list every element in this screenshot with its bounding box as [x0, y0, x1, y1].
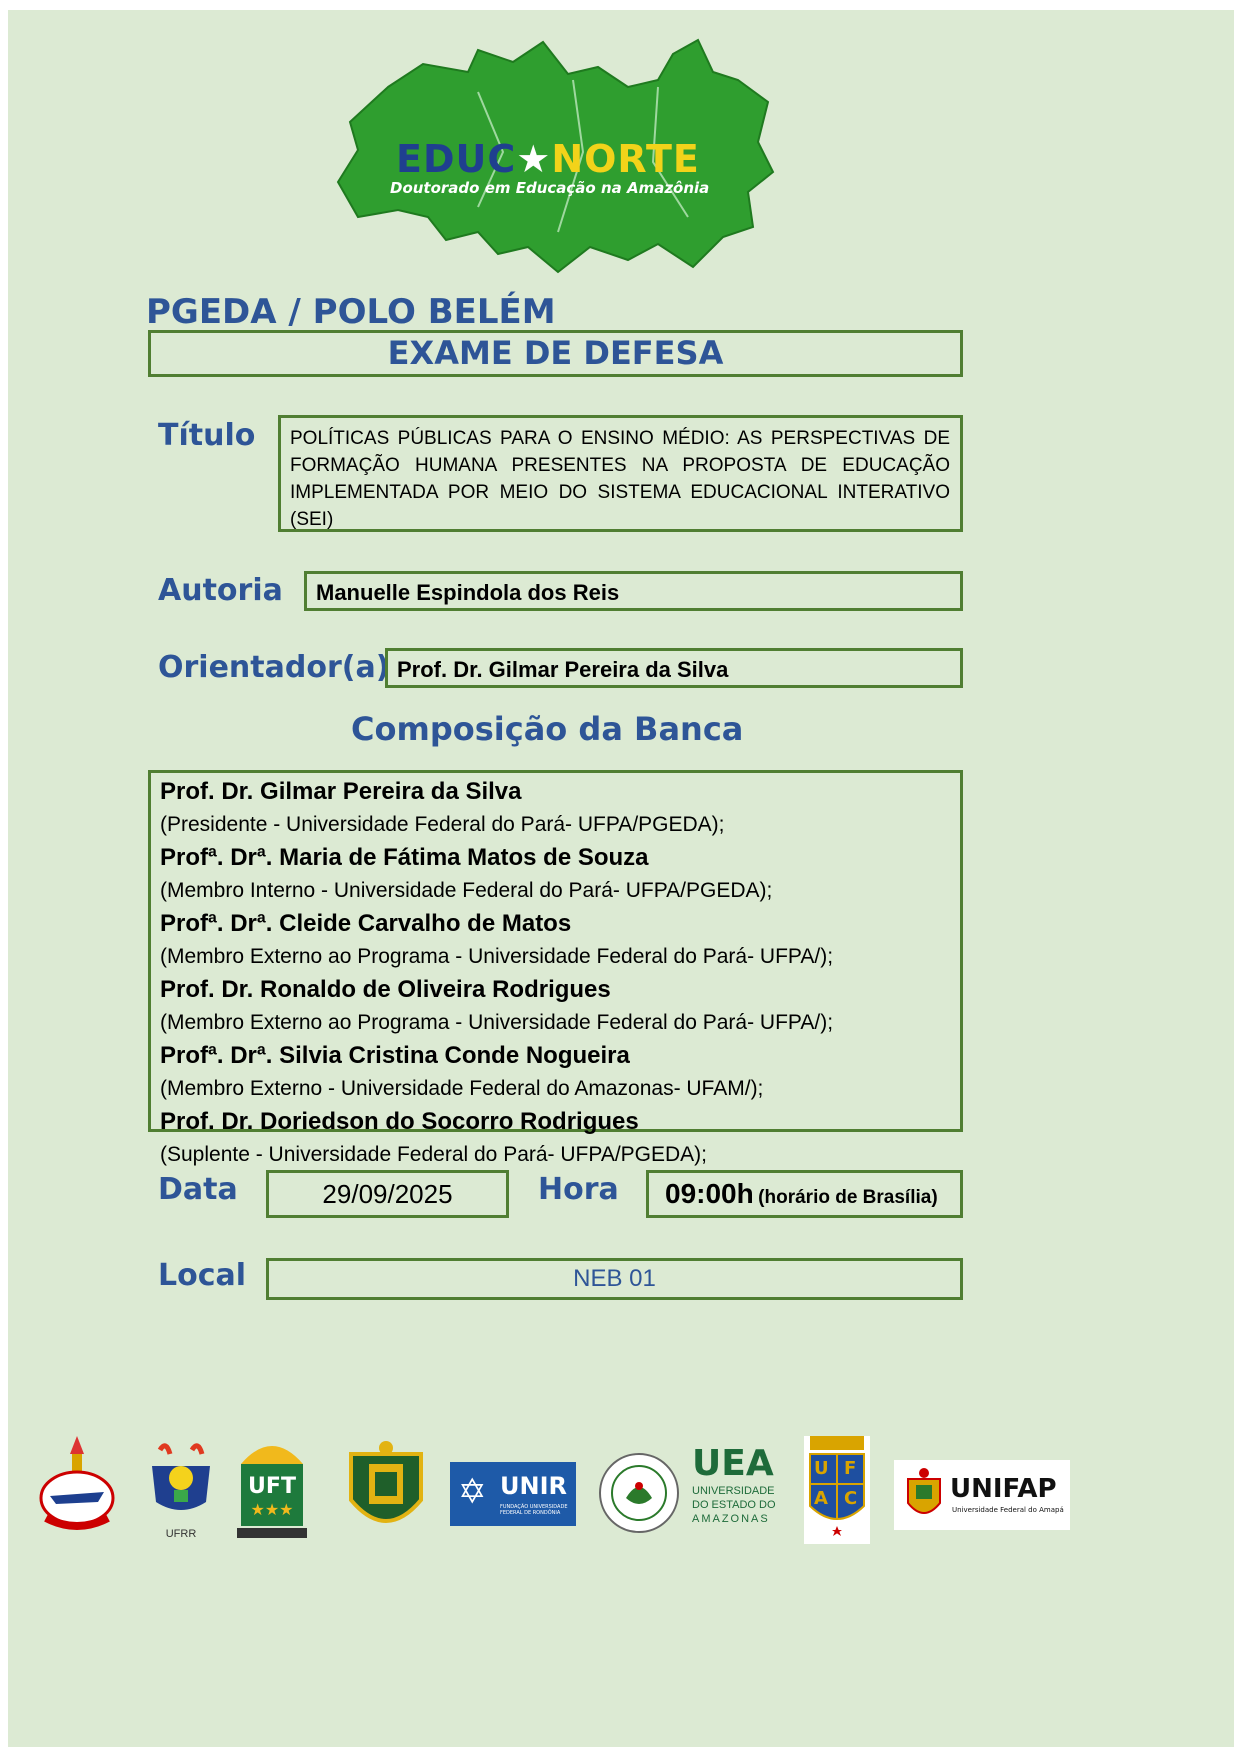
local-box	[266, 1258, 963, 1300]
banca-member	[160, 1105, 950, 1171]
member-role: (Membro Externo ao Programa - Universidade Federal do Pará- UFPA/);	[160, 1011, 834, 1034]
data-label: Data	[158, 1172, 238, 1207]
autoria-value: Manuelle Espindola dos Reis	[316, 580, 620, 605]
member-name: Profª. Drª. Maria de Fátima Matos de Souza	[160, 844, 649, 871]
titulo-value: POLÍTICAS PÚBLICAS PARA O ENSINO MÉDIO: AS PERSPECTIVAS DE FORMAÇÃO HUMANA PRESENTES NA PROPOSTA DE EDUCAÇÃO IMPLEMENTADA POR MEIO DO SISTEMA EDUCACIONAL INTERATIVO (SEI)	[290, 428, 950, 530]
member-name: Prof. Dr. Ronaldo de Oliveira Rodrigues	[160, 976, 611, 1003]
banca-member	[160, 775, 950, 841]
brand-educ: EDUC	[396, 137, 517, 181]
member-role: (Presidente - Universidade Federal do Pará- UFPA/PGEDA);	[160, 813, 725, 836]
star-icon: ★	[516, 137, 552, 181]
member-role: (Membro Externo ao Programa - Universidade Federal do Pará- UFPA/);	[160, 945, 834, 968]
logo-subtitle: Doutorado em Educação na Amazônia	[390, 179, 710, 197]
ufrr-logo	[146, 1440, 216, 1540]
titulo-box	[278, 415, 963, 532]
hora-label: Hora	[538, 1172, 619, 1207]
unir-logo	[450, 1462, 576, 1526]
unir-label: UNIR	[500, 1472, 567, 1500]
exam-title: EXAME DE DEFESA	[387, 334, 724, 372]
hora-note: (horário de Brasília)	[758, 1187, 938, 1208]
uft-logo	[233, 1434, 311, 1542]
ufam-logo	[598, 1452, 680, 1534]
unifap-sub: Universidade Federal do Amapá	[952, 1506, 1064, 1514]
ufrr-label: UFRR	[165, 1528, 197, 1540]
titulo-label: Título	[158, 418, 256, 453]
ufac-letter-c: C	[844, 1488, 858, 1509]
banca-member	[160, 1039, 950, 1105]
uea-logo	[692, 1444, 780, 1540]
partner-logos	[8, 1430, 1234, 1550]
exam-box	[148, 330, 963, 377]
banca-box	[148, 770, 963, 1166]
member-role: (Membro Interno - Universidade Federal do Pará- UFPA/PGEDA);	[160, 879, 773, 902]
program-title: PGEDA / POLO BELÉM	[146, 292, 556, 332]
unifap-label: UNIFAP	[950, 1474, 1057, 1504]
unir-star-icon: ✡	[458, 1472, 487, 1512]
hora-value: 09:00h	[665, 1178, 754, 1209]
member-name: Profª. Drª. Cleide Carvalho de Matos	[160, 910, 572, 937]
member-name: Profª. Drª. Silvia Cristina Conde Nogueira	[160, 1042, 630, 1069]
ufac-letter-a: A	[814, 1488, 828, 1509]
autoria-label: Autoria	[158, 573, 283, 608]
banca-list	[160, 775, 950, 1171]
uft-label: UFT	[248, 1474, 296, 1499]
poster-page	[8, 10, 1234, 1747]
ufac-logo	[804, 1436, 870, 1544]
uea-line-2: DO ESTADO DO	[692, 1499, 776, 1511]
brand-norte: NORTE	[551, 137, 700, 181]
ufopa-logo	[343, 1438, 429, 1542]
data-value: 29/09/2025	[322, 1179, 453, 1209]
local-label: Local	[158, 1258, 247, 1293]
member-role: (Suplente - Universidade Federal do Pará- UFPA/PGEDA);	[160, 1143, 708, 1166]
local-value: NEB 01	[573, 1265, 656, 1292]
ufac-letter-u: U	[814, 1458, 829, 1479]
hora-box	[646, 1170, 963, 1218]
member-name: Prof. Dr. Gilmar Pereira da Silva	[160, 778, 522, 805]
banca-member	[160, 973, 950, 1039]
member-role: (Membro Externo - Universidade Federal do Amazonas- UFAM/);	[160, 1077, 764, 1100]
stars-icon: ★★★	[250, 1500, 294, 1519]
member-name: Prof. Dr. Doriedson do Socorro Rodrigues	[160, 1108, 639, 1135]
banca-member	[160, 841, 950, 907]
orientador-value: Prof. Dr. Gilmar Pereira da Silva	[397, 657, 729, 682]
banca-member	[160, 907, 950, 973]
orientador-label: Orientador(a)	[158, 650, 390, 685]
educ-norte-logo	[328, 32, 778, 277]
banca-title: Composição da Banca	[351, 710, 744, 748]
orientador-box	[385, 648, 963, 688]
uea-line-3: AMAZONAS	[692, 1513, 770, 1525]
unifap-logo	[894, 1460, 1070, 1530]
ufac-letter-f: F	[844, 1458, 857, 1479]
unir-sub: FUNDAÇÃO UNIVERSIDADE FEDERAL DE RONDÔNIA	[500, 1504, 568, 1516]
uea-label: UEA	[692, 1443, 774, 1484]
autoria-box	[304, 571, 963, 611]
data-box	[266, 1170, 509, 1218]
ufpa-logo	[38, 1436, 116, 1536]
uea-line-1: UNIVERSIDADE	[692, 1485, 775, 1497]
